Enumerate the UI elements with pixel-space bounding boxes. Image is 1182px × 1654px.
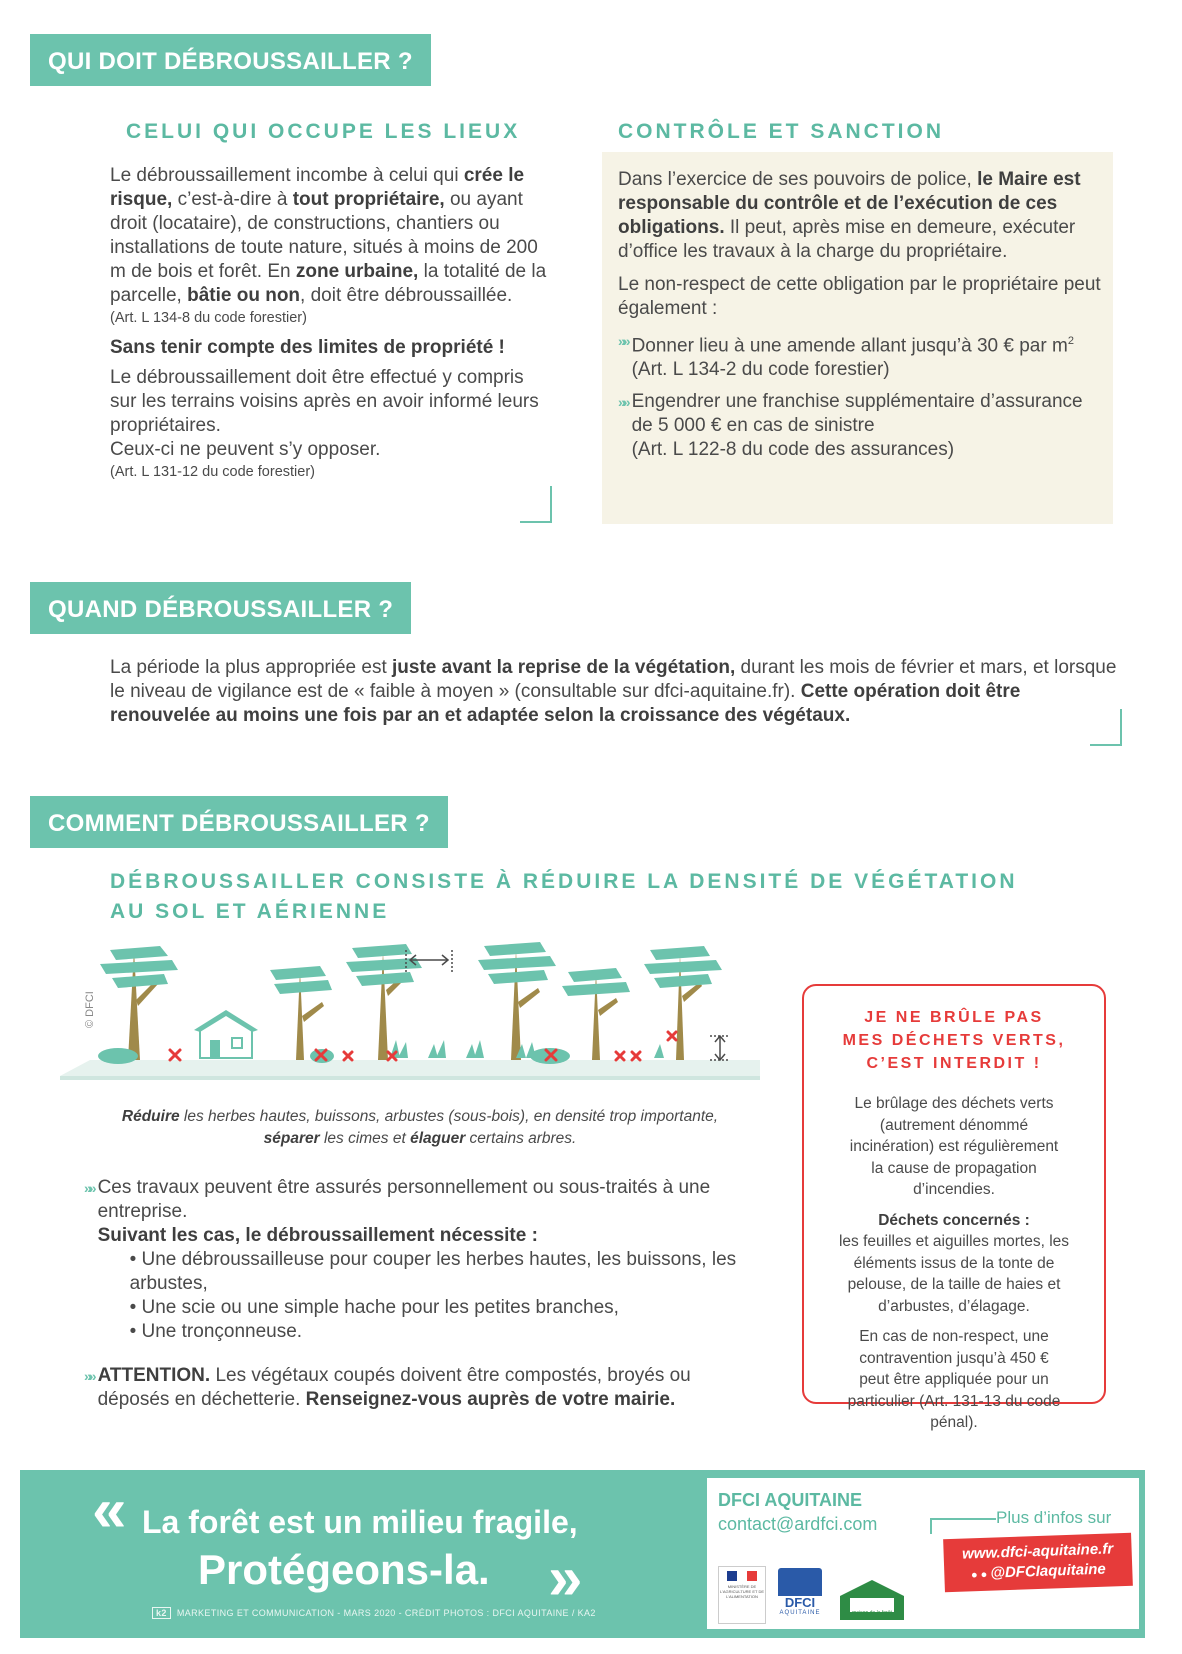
how-text xyxy=(84,1176,764,1412)
ground xyxy=(60,1060,760,1076)
double-chevron-icon: »» xyxy=(618,394,628,411)
clearing-illustration xyxy=(60,940,770,1100)
footer-email[interactable]: contact@ardfci.com xyxy=(718,1514,878,1534)
burn-warning-box xyxy=(802,984,1106,1431)
maison-foret-logo: maison de la forêt xyxy=(836,1576,908,1622)
ministry-logo: MINISTÈRE DE L’AGRICULTURE ET DE L’ALIMENTATION xyxy=(718,1566,766,1624)
house-icon xyxy=(194,1010,258,1058)
control-p2: Le non-respect de cette obligation par le propriétaire peut également : xyxy=(618,274,1101,319)
subheading-density-l1: DÉBROUSSAILLER CONSISTE À RÉDUIRE LA DENSITÉ DE VÉGÉTATION xyxy=(110,870,1018,893)
tool-item: • Une scie ou une simple hache pour les petites branches, xyxy=(129,1297,619,1318)
quote-line-1: La forêt est un milieu fragile, xyxy=(142,1504,578,1540)
more-info-connector xyxy=(930,1518,996,1534)
control-bullet-1: »» Donner lieu à une amende allant jusqu’à 30 € par $m^2$ (Art. L 134-2 du code forestier) xyxy=(618,329,1103,382)
control-bullet-2: »» Engendrer une franchise supplémentaire d’assurance de 5 000 € en cas de sinistre (Art. L 122-8 du code des assurances) xyxy=(618,391,1083,461)
tool-item: • Une tronçonneuse. xyxy=(129,1321,303,1342)
double-chevron-icon: »» xyxy=(84,1368,94,1384)
how-bullet-1: »» Ces travaux peuvent être assurés personnellement ou sous-traités à une entreprise. Suivant les cas, le débroussaillement nécessite : • Une débroussailleuse pour couper les herbes hautes, les buissons, les arbustes, • Une scie ou une simple hache pour les petites branches, • Une tronçonneuse. xyxy=(84,1176,764,1344)
section-heading-when: QUAND DÉBROUSSAILLER ? xyxy=(30,582,411,634)
burn-warning-p2: Déchets concernés : les feuilles et aiguilles mortes, les éléments issus de la tonte de pelouse, de la taille de haies et d’arbustes, d’élagage. xyxy=(838,1211,1070,1315)
quote-open-mark: « xyxy=(92,1476,127,1545)
who-left-ref2: (Art. L 131-12 du code forestier) xyxy=(110,464,315,480)
tools-list xyxy=(98,1248,764,1344)
who-left-ref1: (Art. L 134-8 du code forestier) xyxy=(110,310,307,326)
footer-credits: k2 MARKETING ET COMMUNICATION - MARS 2020 - CRÉDIT PHOTOS : DFCI AQUITAINE / KA2 xyxy=(152,1608,596,1618)
k2-logo: k2 xyxy=(152,1607,171,1619)
control-text xyxy=(618,168,1103,462)
who-left-bold: Sans tenir compte des limites de propriété ! xyxy=(110,337,505,358)
how-attention: »» ATTENTION. Les végétaux coupés doivent être compostés, broyés ou déposés en déchetterie. Renseignez-vous auprès de votre mairie. xyxy=(84,1365,691,1410)
dfci-logo: DFCI AQUITAINE xyxy=(778,1568,822,1626)
quote-line-2: Protégeons-la. xyxy=(198,1546,490,1593)
subheading-density-l2: AU SOL ET AÉRIENNE xyxy=(110,900,390,923)
control-p1: Dans l’exercice de ses pouvoirs de police, le Maire est responsable du contrôle et de l’exécution de ces obligations. Il peut, après mise en demeure, exécuter d’office les travaux à la charge du propriétaire. xyxy=(618,169,1081,262)
social-handle[interactable]: ● ● @DFCIaquitaine xyxy=(970,1560,1107,1582)
burn-warning-title: JE NE BRÛLE PAS MES DÉCHETS VERTS, C’EST INTERDIT ! xyxy=(842,1009,1066,1072)
section-heading-who: QUI DOIT DÉBROUSSAILLER ? xyxy=(30,34,431,86)
illustration-credit: © DFCI xyxy=(84,991,96,1028)
tool-item: • Une débroussailleuse pour couper les herbes hautes, les buissons, les arbustes, xyxy=(129,1249,737,1294)
who-left-text xyxy=(110,164,550,482)
who-left-p2: Le débroussaillement doit être effectué y compris sur les terrains voisins après en avoir informé leurs propriétaires. xyxy=(110,367,539,436)
corner-mark xyxy=(1090,709,1122,746)
more-info-label: Plus d’infos sur xyxy=(996,1508,1112,1527)
double-chevron-icon: »» xyxy=(84,1180,94,1196)
illustration-caption: Réduire les herbes hautes, buissons, arbustes (sous-bois), en densité trop importante, séparer les cimes et élaguer certains arbres. xyxy=(121,1108,719,1147)
burn-warning-p3: En cas de non-respect, une contravention jusqu’à 450 € peut être appliquée pour un particulier (Art. 131-13 du code pénal). xyxy=(847,1328,1061,1431)
who-left-p3: Ceux-ci ne peuvent s’y opposer. xyxy=(110,439,381,460)
burn-warning-p1: Le brûlage des déchets verts (autrement dénommé incinération) est régulièrement la cause de propagation d’incendies. xyxy=(849,1095,1059,1198)
when-text: La période la plus appropriée est juste avant la reprise de la végétation, durant les mois de février et mars, et lorsque le niveau de vigilance est de « faible à moyen » (consultable sur dfci-aquitaine.fr). Cette opération doit être renouvelée au moins une fois par an et adaptée selon la croissance des végétaux. xyxy=(110,657,1117,726)
section-heading-how: COMMENT DÉBROUSSAILLER ? xyxy=(30,796,448,848)
website-link[interactable]: www.dfci-aquitaine.fr xyxy=(961,1540,1114,1563)
who-left-p1: Le débroussaillement incombe à celui qui crée le risque, c’est-à-dire à tout propriétaire, ou ayant droit (locataire), de constructions, chantiers ou installations de toute nature, situés à moins de 200 m de bois et forêt. En zone urbaine, la totalité de la parcelle, bâtie ou non, doit être débroussaillée. xyxy=(110,165,547,306)
website-tag[interactable] xyxy=(943,1533,1133,1593)
double-chevron-icon: »» xyxy=(618,333,628,349)
subheading-control: CONTRÔLE ET SANCTION xyxy=(618,120,944,143)
quote-close-mark: » xyxy=(548,1544,583,1613)
twitter-facebook-icon: ● ● xyxy=(970,1568,991,1582)
subheading-occupant: CELUI QUI OCCUPE LES LIEUX xyxy=(126,120,521,143)
corner-mark xyxy=(520,486,552,523)
footer-org: DFCI AQUITAINE xyxy=(718,1490,862,1510)
